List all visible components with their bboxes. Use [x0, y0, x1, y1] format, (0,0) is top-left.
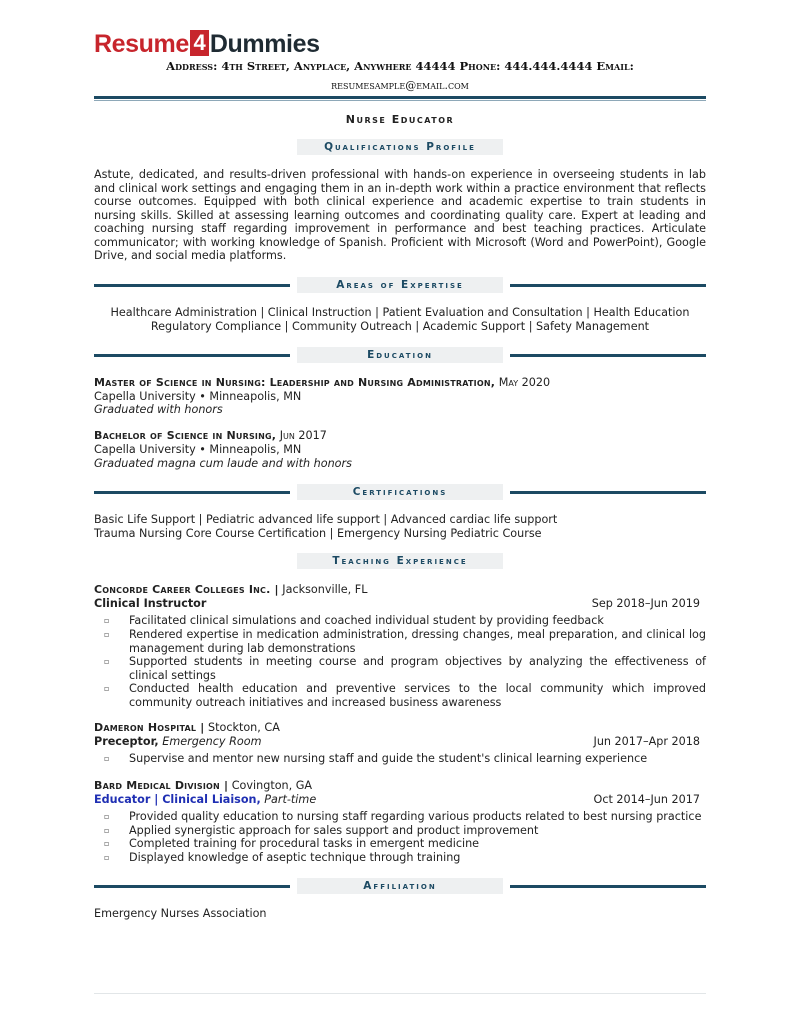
section-rule-left	[94, 284, 290, 287]
section-label: Education	[297, 347, 503, 363]
education-entry-2	[94, 429, 327, 443]
job-dates: Jun 2017–Apr 2018	[593, 735, 700, 748]
role-detail: Emergency Room	[162, 735, 262, 748]
section-header-qualifications	[94, 139, 706, 155]
employer-name: Bard Medical Division |	[94, 779, 229, 792]
logo-part1: Resume	[94, 30, 189, 58]
role-title: Preceptor,	[94, 735, 159, 748]
degree-date: Jun 2017	[279, 429, 327, 442]
employer-location: Covington, GA	[231, 779, 313, 792]
degree: Bachelor of Science in Nursing,	[94, 429, 277, 442]
job-role: Clinical Instructor	[94, 597, 207, 610]
contact-line-1: Address: 4th Street, Anyplace, Anywhere 44444 Phone: 444.444.4444 Email:	[166, 59, 634, 73]
section-label: Affiliation	[297, 878, 503, 894]
footer-rule	[94, 993, 706, 994]
section-header-education	[94, 347, 706, 363]
expertise-line-2: Regulatory Compliance | Community Outreach | Academic Support | Safety Management	[150, 320, 650, 333]
job-dates: Oct 2014–Jun 2017	[593, 793, 700, 806]
section-rule-left	[94, 491, 290, 494]
bullet-icon: ▫	[104, 826, 110, 835]
section-rule-right	[510, 354, 706, 357]
affiliation-text: Emergency Nurses Association	[94, 907, 267, 920]
section-header-teaching	[94, 553, 706, 569]
job-employer	[94, 583, 367, 597]
employer-location: Jacksonville, FL	[282, 583, 368, 596]
list-item: ▫ Conducted health education and preventive services to the local community which improved community outreach initiatives and increased business awareness	[104, 682, 706, 709]
employer-name: Concorde Career Colleges Inc. |	[94, 583, 279, 596]
role-title: Educator | Clinical Liaison,	[94, 793, 261, 806]
role-detail: Part-time	[264, 793, 317, 806]
section-rule-right	[510, 885, 706, 888]
section-rule-left	[94, 885, 290, 888]
logo-digit: 4	[190, 30, 209, 56]
school: Capella University • Minneapolis, MN	[94, 443, 302, 456]
education-entry-1	[94, 376, 550, 390]
bullet-icon: ▫	[104, 657, 110, 666]
job-role	[94, 735, 261, 749]
bullet-icon: ▫	[104, 853, 110, 862]
bullet-icon: ▫	[104, 630, 110, 639]
education-note: Graduated magna cum laude and with honors	[94, 457, 352, 470]
section-label: Teaching Experience	[297, 553, 503, 569]
degree: Master of Science in Nursing: Leadership and Nursing Administration,	[94, 376, 496, 389]
section-rule-right	[510, 491, 706, 494]
profile-paragraph: Astute, dedicated, and results-driven professional with hands-on experience in overseeing students in lab and clinical work settings and engaging them in an in-depth work within a practice environment that reflects course outcomes. Equipped with both clinical experience and academic expertise to train students in nursing skills. Skilled at assessing learning outcomes and coordinating quality care. Expert at leading and coaching nursing staff regarding improvement in performance and best teaching practices. Articulate communicator; with working knowledge of Spanish. Proficient with Microsoft (Word and PowerPoint), Google Drive, and social media platforms.	[94, 168, 706, 262]
list-item: ▫ Supervise and mentor new nursing staff and guide the student's clinical learning experience	[104, 752, 648, 765]
logo-part2: Dummies	[209, 30, 320, 58]
list-item: ▫ Displayed knowledge of aseptic technique through training	[104, 851, 461, 864]
certifications-line-2: Trauma Nursing Core Course Certification | Emergency Nursing Pediatric Course	[94, 527, 542, 540]
section-header-expertise	[94, 277, 706, 293]
header-rule	[94, 96, 706, 99]
expertise-line-1: Healthcare Administration | Clinical Instruction | Patient Evaluation and Consultation | Health Education	[110, 306, 690, 319]
bullet-icon: ▫	[104, 684, 110, 693]
section-label: Qualifications Profile	[297, 139, 503, 155]
list-item: ▫ Applied synergistic approach for sales support and product improvement	[104, 824, 539, 837]
bullet-icon: ▫	[104, 839, 110, 848]
section-header-affiliation	[94, 878, 706, 894]
bullet-icon: ▫	[104, 616, 110, 625]
bullet-icon: ▫	[104, 754, 110, 763]
job-employer	[94, 721, 280, 735]
list-item: ▫ Supported students in meeting course and program objectives by analyzing the effectiveness of clinical settings	[104, 655, 706, 682]
section-rule-left	[94, 354, 290, 357]
section-label: Areas of Expertise	[297, 277, 503, 293]
page-title: Nurse Educator	[345, 113, 455, 126]
section-header-certifications	[94, 484, 706, 500]
list-item: ▫ Rendered expertise in medication administration, dressing changes, meal preparation, and clinical log management during lab demonstrations	[104, 628, 706, 655]
contact-line-2: resumesample@email.com	[331, 79, 469, 92]
school: Capella University • Minneapolis, MN	[94, 390, 302, 403]
resume4dummies-logo	[94, 28, 320, 60]
section-rule-right	[510, 284, 706, 287]
employer-name: Dameron Hospital |	[94, 721, 205, 734]
job-employer	[94, 779, 312, 793]
list-item: ▫ Completed training for procedural tasks in emergent medicine	[104, 837, 480, 850]
job-dates: Sep 2018–Jun 2019	[591, 597, 700, 610]
education-note: Graduated with honors	[94, 403, 223, 416]
bullet-icon: ▫	[104, 812, 110, 821]
list-item: ▫ Provided quality education to nursing staff regarding various products related to best nursing practice	[104, 810, 702, 823]
degree-date: May 2020	[498, 376, 551, 389]
employer-location: Stockton, CA	[207, 721, 280, 734]
section-label: Certifications	[297, 484, 503, 500]
list-item: ▫ Facilitated clinical simulations and coached individual student by providing feedback	[104, 614, 604, 627]
header-rule-thin	[94, 100, 706, 101]
job-role	[94, 793, 316, 807]
certifications-line-1: Basic Life Support | Pediatric advanced life support | Advanced cardiac life support	[94, 513, 558, 526]
